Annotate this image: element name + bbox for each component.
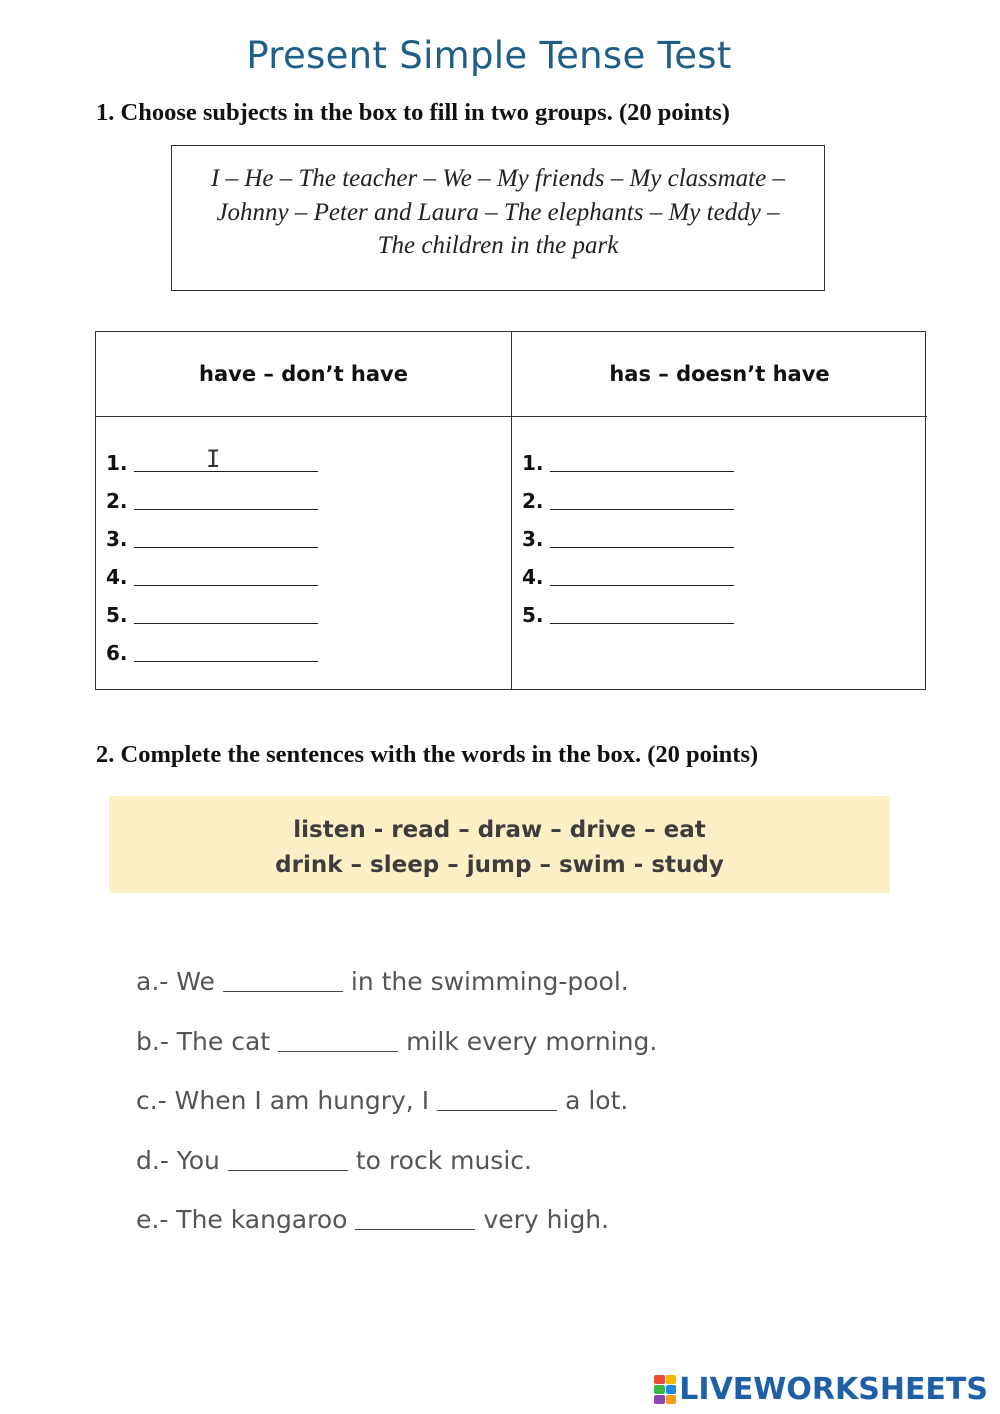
group-has-column — [511, 332, 927, 689]
answer-blank[interactable] — [550, 563, 734, 586]
group-have-column — [96, 332, 511, 689]
sentence-item — [136, 1071, 657, 1131]
answer-number: 1. — [522, 451, 544, 475]
logo-tile — [654, 1385, 665, 1394]
answer-row — [106, 513, 511, 551]
answer-row — [522, 589, 927, 627]
subjects-box — [171, 145, 825, 291]
sentence-blank[interactable] — [223, 971, 343, 992]
sentence-item — [136, 1012, 657, 1072]
sentence-blank[interactable] — [437, 1090, 557, 1111]
answer-blank[interactable] — [134, 445, 318, 473]
answer-row — [522, 513, 927, 551]
has-answer-list — [512, 417, 927, 627]
sentence-end: in the swimming-pool. — [350, 967, 629, 997]
answer-blank[interactable] — [134, 525, 318, 548]
answer-number: 4. — [106, 565, 128, 589]
sentence-start: d.- You — [136, 1145, 220, 1175]
word-box — [109, 796, 890, 893]
handwritten-answer: I — [206, 445, 221, 473]
sentence-start: a.- We — [136, 967, 215, 997]
answer-row — [106, 437, 511, 475]
sentence-end: very high. — [483, 1205, 610, 1235]
answer-number: 6. — [106, 641, 128, 665]
sentence-start: e.- The kangaroo — [136, 1205, 348, 1235]
answer-blank[interactable] — [550, 449, 734, 472]
answer-row — [106, 627, 511, 665]
groups-table — [95, 331, 926, 690]
have-answer-list — [96, 417, 511, 665]
column-header-has: has – doesn’t have — [512, 332, 927, 417]
section-1-heading: 1. Choose subjects in the box to fill in two groups. (20 points) — [96, 99, 730, 126]
logo-tile — [654, 1375, 665, 1384]
answer-number: 2. — [106, 489, 128, 513]
answer-number: 1. — [106, 451, 128, 475]
answer-blank[interactable] — [134, 487, 318, 510]
answer-row — [522, 475, 927, 513]
answer-blank[interactable] — [134, 563, 318, 586]
liveworksheets-brand[interactable] — [654, 1372, 988, 1407]
answer-row — [106, 551, 511, 589]
logo-tile — [654, 1395, 665, 1404]
answer-row — [106, 589, 511, 627]
answer-number: 5. — [522, 603, 544, 627]
logo-tile — [666, 1395, 677, 1404]
brand-name: LIVEWORKSHEETS — [679, 1372, 988, 1407]
answer-blank[interactable] — [550, 601, 734, 624]
sentence-end: to rock music. — [355, 1145, 532, 1175]
logo-tile — [666, 1385, 677, 1394]
answer-number: 3. — [522, 527, 544, 551]
column-header-have: have – don’t have — [96, 332, 511, 417]
sentence-list — [136, 952, 657, 1250]
section-2-heading: 2. Complete the sentences with the words in the box. (20 points) — [96, 741, 759, 768]
subjects-line: The children in the park — [377, 232, 619, 259]
sentence-start: c.- When I am hungry, I — [136, 1086, 430, 1116]
logo-tile — [666, 1375, 677, 1384]
answer-number: 5. — [106, 603, 128, 627]
answer-number: 4. — [522, 565, 544, 589]
subjects-line: I – He – The teacher – We – My friends – My classmate – — [211, 165, 785, 192]
answer-number: 2. — [522, 489, 544, 513]
answer-row — [522, 551, 927, 589]
subjects-line: Johnny – Peter and Laura – The elephants – My teddy – — [216, 198, 780, 226]
sentence-blank[interactable] — [228, 1150, 348, 1171]
answer-blank[interactable] — [550, 525, 734, 548]
answer-blank[interactable] — [550, 487, 734, 510]
liveworksheets-logo-icon — [654, 1375, 676, 1405]
sentence-item — [136, 1190, 657, 1250]
sentence-end: milk every morning. — [406, 1026, 658, 1056]
sentence-start: b.- The cat — [136, 1026, 271, 1056]
answer-blank[interactable] — [134, 639, 318, 662]
sentence-item — [136, 952, 657, 1012]
sentence-item — [136, 1131, 657, 1191]
sentence-end: a lot. — [565, 1086, 629, 1116]
answer-row — [106, 475, 511, 513]
answer-number: 3. — [106, 527, 128, 551]
answer-row — [522, 437, 927, 475]
page-title: Present Simple Tense Test — [246, 34, 732, 77]
word-box-line: listen - read – draw – drive – eat — [293, 817, 706, 843]
sentence-blank[interactable] — [278, 1031, 398, 1052]
word-box-line: drink – sleep – jump – swim - study — [275, 852, 724, 878]
answer-blank[interactable] — [134, 601, 318, 624]
sentence-blank[interactable] — [355, 1209, 475, 1230]
